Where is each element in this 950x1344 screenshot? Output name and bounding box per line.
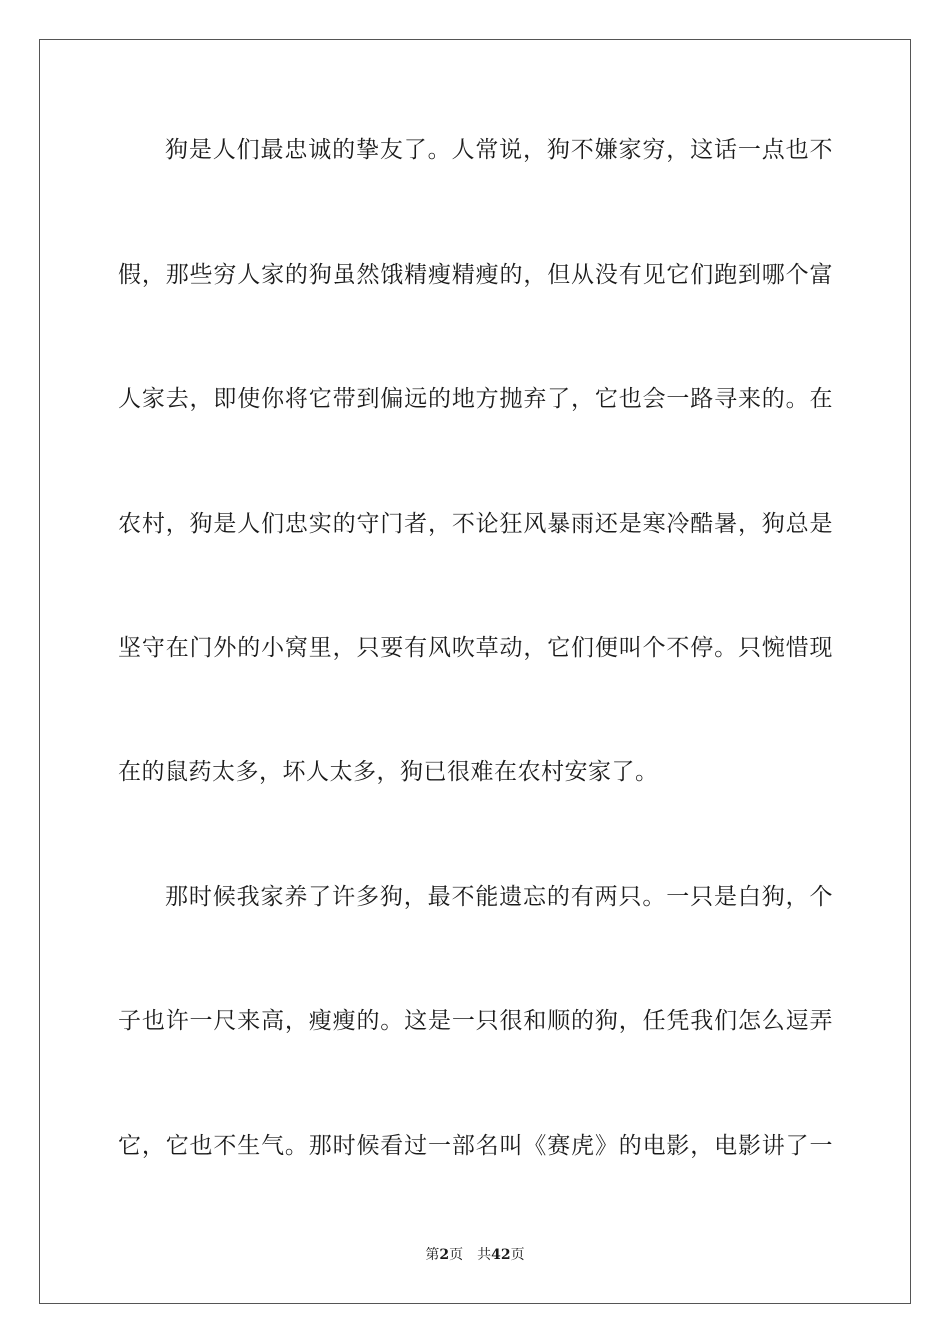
current-page-number: 2	[439, 1247, 450, 1263]
page-border	[39, 39, 911, 1304]
body-text-line-3: 人家去，即使你将它带到偏远的地方抛弃了，它也会一路寻来的。在	[118, 386, 833, 412]
page-footer	[0, 1245, 950, 1265]
page-label-suffix: 页	[449, 1247, 464, 1263]
page-label-prefix: 第	[425, 1247, 440, 1263]
total-label-prefix: 共	[477, 1247, 492, 1263]
body-text-line-8: 子也许一尺来高，瘦瘦的。这是一只很和顺的狗，任凭我们怎么逗弄	[118, 1008, 833, 1034]
body-text-line-5: 坚守在门外的小窝里，只要有风吹草动，它们便叫个不停。只惋惜现	[118, 635, 833, 661]
body-text-line-4: 农村，狗是人们忠实的守门者，不论狂风暴雨还是寒冷酷暑，狗总是	[118, 511, 833, 537]
total-page-count: 42	[491, 1247, 511, 1263]
body-text-line-9: 它，它也不生气。那时候看过一部名叫《赛虎》的电影，电影讲了一	[118, 1133, 833, 1159]
body-text-line-6: 在的鼠药太多，坏人太多，狗已很难在农村安家了。	[118, 759, 659, 785]
total-label-suffix: 页	[510, 1247, 525, 1263]
body-text-line-2: 假，那些穷人家的狗虽然饿精瘦精瘦的，但从没有见它们跑到哪个富	[118, 262, 833, 288]
body-text-line-1: 狗是人们最忠诚的挚友了。人常说，狗不嫌家穷，这话一点也不	[165, 137, 833, 163]
body-text-line-7: 那时候我家养了许多狗，最不能遗忘的有两只。一只是白狗，个	[165, 884, 833, 910]
